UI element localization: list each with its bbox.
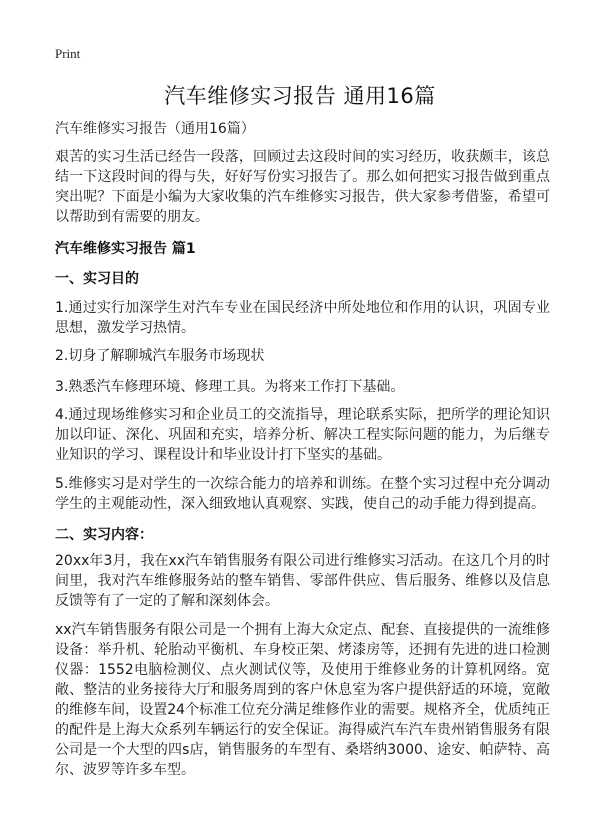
purpose-item-4: 4.通过现场维修实习和企业员工的交流指导，理论联系实际，把所学的理论知识加以印证、深化、巩固和充实，培养分析、解决工程实际问题的能力，为后继专业知识的学习、课程设计和毕业设计打下坚实的基础。 [55,407,550,463]
purpose-item-2: 2.切身了解聊城汽车服务市场现状 [55,348,265,364]
section-heading-purpose: 一、实习目的 [55,271,139,287]
document-subtitle: 汽车维修实习报告（通用16篇） [55,121,255,137]
article-heading: 汽车维修实习报告 篇1 [55,241,196,257]
section-heading-content: 二、实习内容： [55,527,153,543]
purpose-item-1: 1.通过实行加深学生对汽车专业在国民经济中所处地位和作用的认识，巩固专业思想，激发学习热情。 [55,300,550,336]
purpose-item-5: 5.维修实习是对学生的一次综合能力的培养和训练。在整个实习过程中充分调动学生的主观能动性，深入细致地认真观察、实践，使自己的动手能力得到提高。 [55,476,550,512]
purpose-item-3: 3.熟悉汽车修理环境、修理工具。为将来工作打下基础。 [55,379,405,395]
page-title: 汽车维修实习报告 通用16篇 [164,84,436,108]
print-label: Print [55,46,81,61]
content-paragraph-1: 20xx年3月，我在xx汽车销售服务有限公司进行维修实习活动。在这几个月的时间里，我对汽车维修服务站的整车销售、零部件供应、售后服务、维修以及信息反馈等有了一定的了解和深刻体会。 [55,553,550,609]
intro-paragraph: 艰苦的实习生活已经告一段落，回顾过去这段时间的实习经历，收获颇丰，该总结一下这段时间的得与失，好好写份实习报告了。那么如何把实习报告做到重点突出呢？下面是小编为大家收集的汽车维修实习报告，供大家参考借鉴，希望可以帮助到有需要的朋友。 [55,149,550,225]
content-paragraph-2: xx汽车销售服务有限公司是一个拥有上海大众定点、配套、直接提供的一流维修设备：举升机、轮胎动平衡机、车身校正架、烤漆房等，还拥有先进的进口检测仪器：1552电脑检测仪、点火测试仪等，及使用于维修业务的计算机网络。宽敞、整洁的业务接待大厅和服务周到的客户休息室为客户提供舒适的环境，宽敞的维修车间，设置24个标准工位充分满足维修作业的需要。规格齐全，优质纯正的配件是上海大众系列车辆运行的安全保证。海得威汽车汽车贵州销售服务有限公司是一个大型的四s店，销售服务的车型有、桑塔纳3000、途安、帕萨特、高尔、波罗等许多车型。 [55,622,550,778]
